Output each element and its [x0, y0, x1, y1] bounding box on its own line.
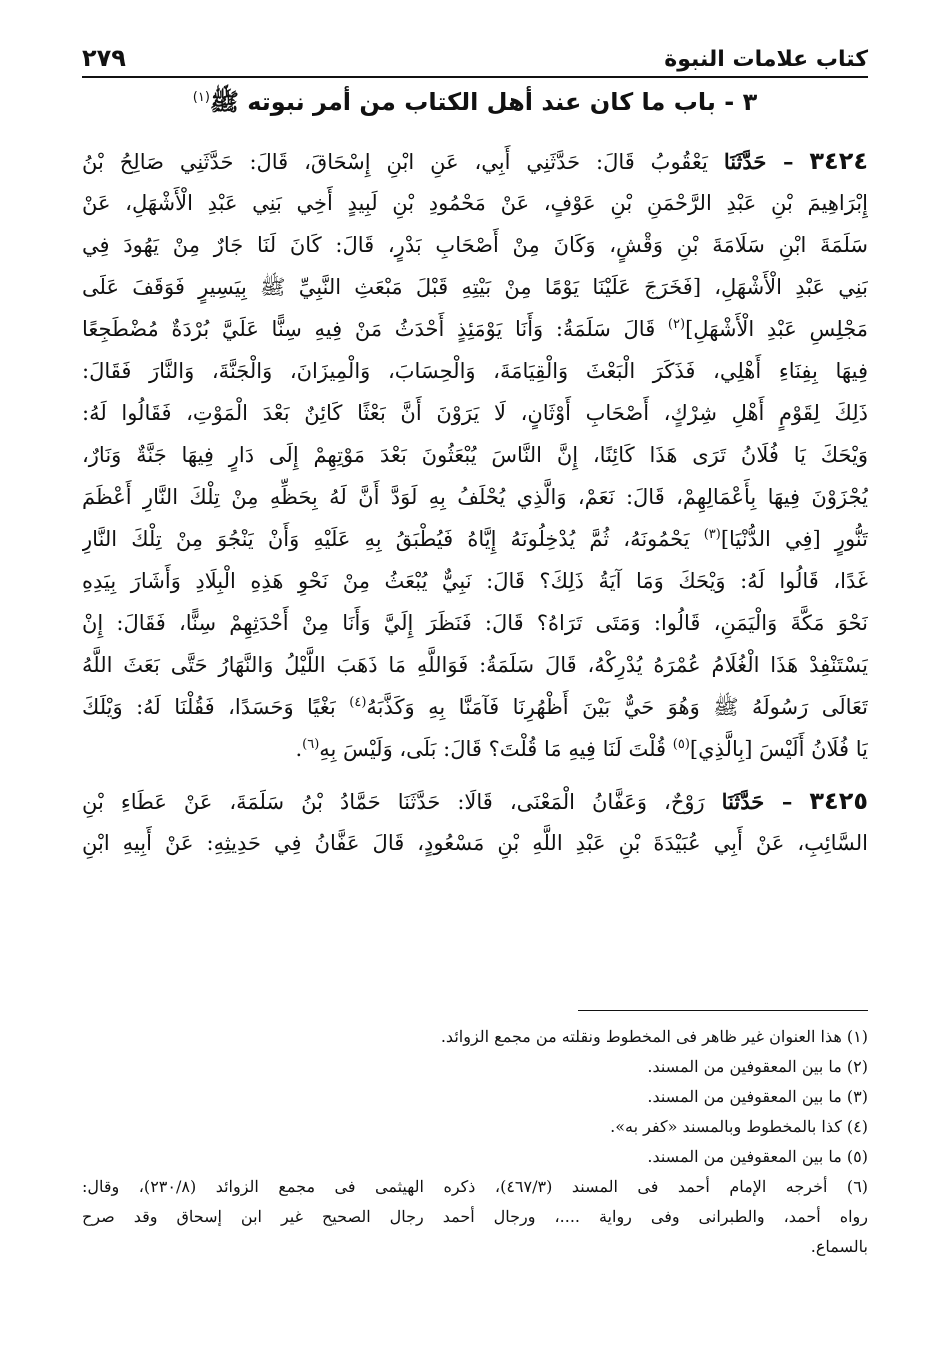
page-number: ٢٧٩	[82, 44, 126, 72]
hadith-line-text: يَا فُلَانُ أَلَيْسَ [بِالَّذِي]	[689, 737, 868, 761]
hadith-number: ٣٤٢٥	[809, 787, 868, 815]
hadith-line-text: تَنُّورٍ [فِي الدُّنْيَا]	[720, 527, 868, 551]
chapter-heading	[82, 82, 868, 122]
hadith-line	[82, 686, 868, 728]
footnote-ref: (٦)	[302, 737, 320, 752]
hadith-line-text: قَالَ سَلَمَةُ: وَأَنَا يَوْمَئِذٍ أَحْدَثُ مَنْ فِيهِ سِنًّا عَلَيَّ بُرْدَةٌ مُضْطَجِعًا	[82, 317, 656, 341]
hadith-line: سَلَمَةَ ابْنِ سَلَامَةَ بْنِ وَقْشٍ، وَكَانَ مِنْ أَصْحَابِ بَدْرٍ، قَالَ: كَانَ لَنَا جَارٌ مِنْ يَهُودَ فِي	[82, 233, 868, 257]
footnote-4: (٤) كذا بالمخطوط وبالمسند «كفر به».	[610, 1117, 868, 1136]
hadith-3425	[82, 780, 868, 864]
hadith-line: يُجْزَوْنَ فِيهَا بِأَعْمَالِهِمْ، قَالَ: نَعَمْ، وَالَّذِي يُحْلَفُ بِهِ لَوَدَّ أَنَّ لَهُ بِحَظِّهِ مِنْ تِلْكَ النَّارِ أَعْظَمَ	[82, 485, 868, 509]
hadith-line: فِيهَا بِفِنَاءِ أَهْلِي، فَذَكَرَ الْبَعْثَ وَالْقِيَامَةَ، وَالْحِسَابَ، وَالْمِيزَانَ، وَالْجَنَّةَ، وَالنَّارَ فَقَالَ:	[82, 359, 868, 383]
footnote-6-end: بالسماع.	[810, 1237, 868, 1256]
chapter-footnote-ref: (١)	[192, 90, 210, 105]
hadith-line: السَّائِبِ، عَنْ أَبِي عُبَيْدَةَ بْنِ عَبْدِ اللَّهِ بْنِ مَسْعُودٍ، قَالَ عَفَّانُ فِي حَدِيثِهِ: عَنْ أَبِيهِ ابْنِ	[82, 831, 868, 855]
hadith-line: ذَلِكَ لِقَوْمٍ أَهْلِ شِرْكٍ، أَصْحَابِ أَوْثَانٍ، لَا يَرَوْنَ أَنَّ بَعْثًا كَائِنٌ بَعْدَ الْمَوْتِ، فَقَالُوا لَهُ:	[82, 401, 868, 425]
running-header	[82, 28, 868, 78]
hadith-opening: – حَدَّثَنَا	[721, 789, 793, 814]
footnote-ref: (٢)	[667, 317, 686, 332]
header-book-title: كتاب علامات النبوة	[664, 47, 868, 72]
hadith-line	[82, 780, 868, 822]
hadith-line	[82, 140, 868, 182]
hadith-line-text: مَجْلِسِ عَبْدِ الْأَشْهَلِ]	[685, 317, 868, 341]
hadith-opening: – حَدَّثَنَا	[723, 149, 794, 174]
footnote-3: (٣) ما بين المعقوفين من المسند.	[647, 1087, 868, 1106]
hadith-line: يَسْتَنْفِدْ هَذَا الْغُلَامُ عُمْرَهُ يُدْرِكْهُ، قَالَ سَلَمَةُ: فَوَاللَّهِ مَا ذَهَبَ اللَّيْلُ وَالنَّهَارُ حَتَّى بَعَثَ اللَّهُ	[82, 653, 868, 677]
hadith-line: يَا فُلَانُ أَلَيْسَ [بِالَّذِي]$^{(٥)}$ قُلْتَ لَنَا فِيهِ مَا قُلْتَ؟ قَالَ: بَلَى، وَلَيْسَ بِهِ$^{(٦)}$.	[295, 737, 868, 761]
hadith-line: غَدًا، قَالُوا لَهُ: وَيْحَكَ وَمَا آيَةُ ذَلِكَ؟ قَالَ: نَبِيٌّ يُبْعَثُ مِنْ نَحْوِ هَذِهِ الْبِلَادِ وَأَشَارَ بِيَدِهِ	[82, 569, 868, 593]
hadith-line-text: بَغْيًا وَحَسَدًا، فَقُلْنَا لَهُ: وَيْلَكَ	[82, 695, 336, 719]
hadith-3424	[82, 140, 868, 770]
footnote-divider	[578, 1010, 868, 1011]
footnotes	[82, 1022, 868, 1262]
footnote-ref: (٥)	[672, 737, 690, 752]
chapter-title-text: ٣ - باب ما كان عند أهل الكتاب من أمر نبوته ﷺ	[209, 88, 758, 116]
hadith-line	[82, 518, 868, 560]
footnote-2: (٢) ما بين المعقوفين من المسند.	[647, 1057, 868, 1076]
main-text	[82, 140, 868, 874]
hadith-number: ٣٤٢٤	[809, 147, 868, 175]
hadith-line-text: قُلْتَ لَنَا فِيهِ مَا قُلْتَ؟ قَالَ: بَلَى، وَلَيْسَ بِهِ	[319, 737, 667, 761]
hadith-line: بَنِي عَبْدِ الْأَشْهَلِ، [فَخَرَجَ عَلَيْنَا يَوْمًا مِنْ بَيْتِهِ قَبْلَ مَبْعَثِ النَّبِيِّ ﷺ بِيَسِيرٍ فَوَقَفَ عَلَى	[82, 275, 868, 299]
hadith-line: نَحْوَ مَكَّةَ وَالْيَمَنِ، قَالُوا: وَمَتَى تَرَاهُ؟ قَالَ: فَنَظَرَ إِلَيَّ وَأَنَا مِنْ أَحْدَثِهِمْ سِنًّا، فَقَالَ: إِنْ	[82, 611, 868, 635]
footnote-6-cont: رواه أحمد، والطبرانى وفى رواية ....، ورجال أحمد رجال الصحيح غير ابن إسحاق وقد صرح	[82, 1207, 868, 1226]
hadith-line: إِبْرَاهِيمَ بْنِ عَبْدِ الرَّحْمَنِ بْنِ عَوْفٍ، عَنْ مَحْمُودِ بْنِ لَبِيدٍ أَخِي بَنِي عَبْدِ الْأَشْهَلِ، عَنْ	[82, 191, 868, 215]
footnote-5: (٥) ما بين المعقوفين من المسند.	[647, 1147, 868, 1166]
hadith-line-text: رَوْحٌ، وَعَفَّانُ الْمَعْنَى، قَالَا: حَدَّثَنَا حَمَّادُ بْنُ سَلَمَةَ، عَنْ عَطَاءِ بْنِ	[82, 790, 705, 814]
footnote-ref: (٣)	[703, 527, 721, 542]
hadith-line-text: يَعْقُوبُ قَالَ: حَدَّثَنِي أَبِي، عَنِ ابْنِ إِسْحَاقَ، قَالَ: حَدَّثَنِي صَالِحُ بْنُ	[82, 150, 708, 174]
hadith-line-text: يَحْمُونَهُ، ثُمَّ يُدْخِلُونَهُ إِيَّاهُ فَيُطْبَقُ بِهِ عَلَيْهِ وَأَنْ يَنْجُوَ مِنْ تِلْكَ النَّارِ	[82, 527, 690, 551]
hadith-line	[82, 308, 868, 350]
hadith-line: وَيْحَكَ يَا فُلَانُ تَرَى هَذَا كَائِنًا، إِنَّ النَّاسَ يُبْعَثُونَ بَعْدَ مَوْتِهِمْ إِلَى دَارٍ فِيهَا جَنَّةٌ وَنَارٌ،	[82, 443, 868, 467]
hadith-line-text: تَعَالَى رَسُولَهُ ﷺ وَهُوَ حَيٌّ بَيْنَ أَظْهُرِنَا فَآمَنَّا بِهِ وَكَذَّبَهُ	[366, 695, 868, 719]
footnote-6: (٦) أخرجه الإمام أحمد فى المسند (٤٦٧/٣)، ذكره الهيثمى فى مجمع الزوائد (٢٣٠/٨)، وقال:	[82, 1177, 868, 1196]
footnote-ref: (٤)	[349, 695, 367, 710]
footnote-1: (١) هذا العنوان غير ظاهر فى المخطوط ونقلته من مجمع الزوائد.	[440, 1027, 868, 1046]
